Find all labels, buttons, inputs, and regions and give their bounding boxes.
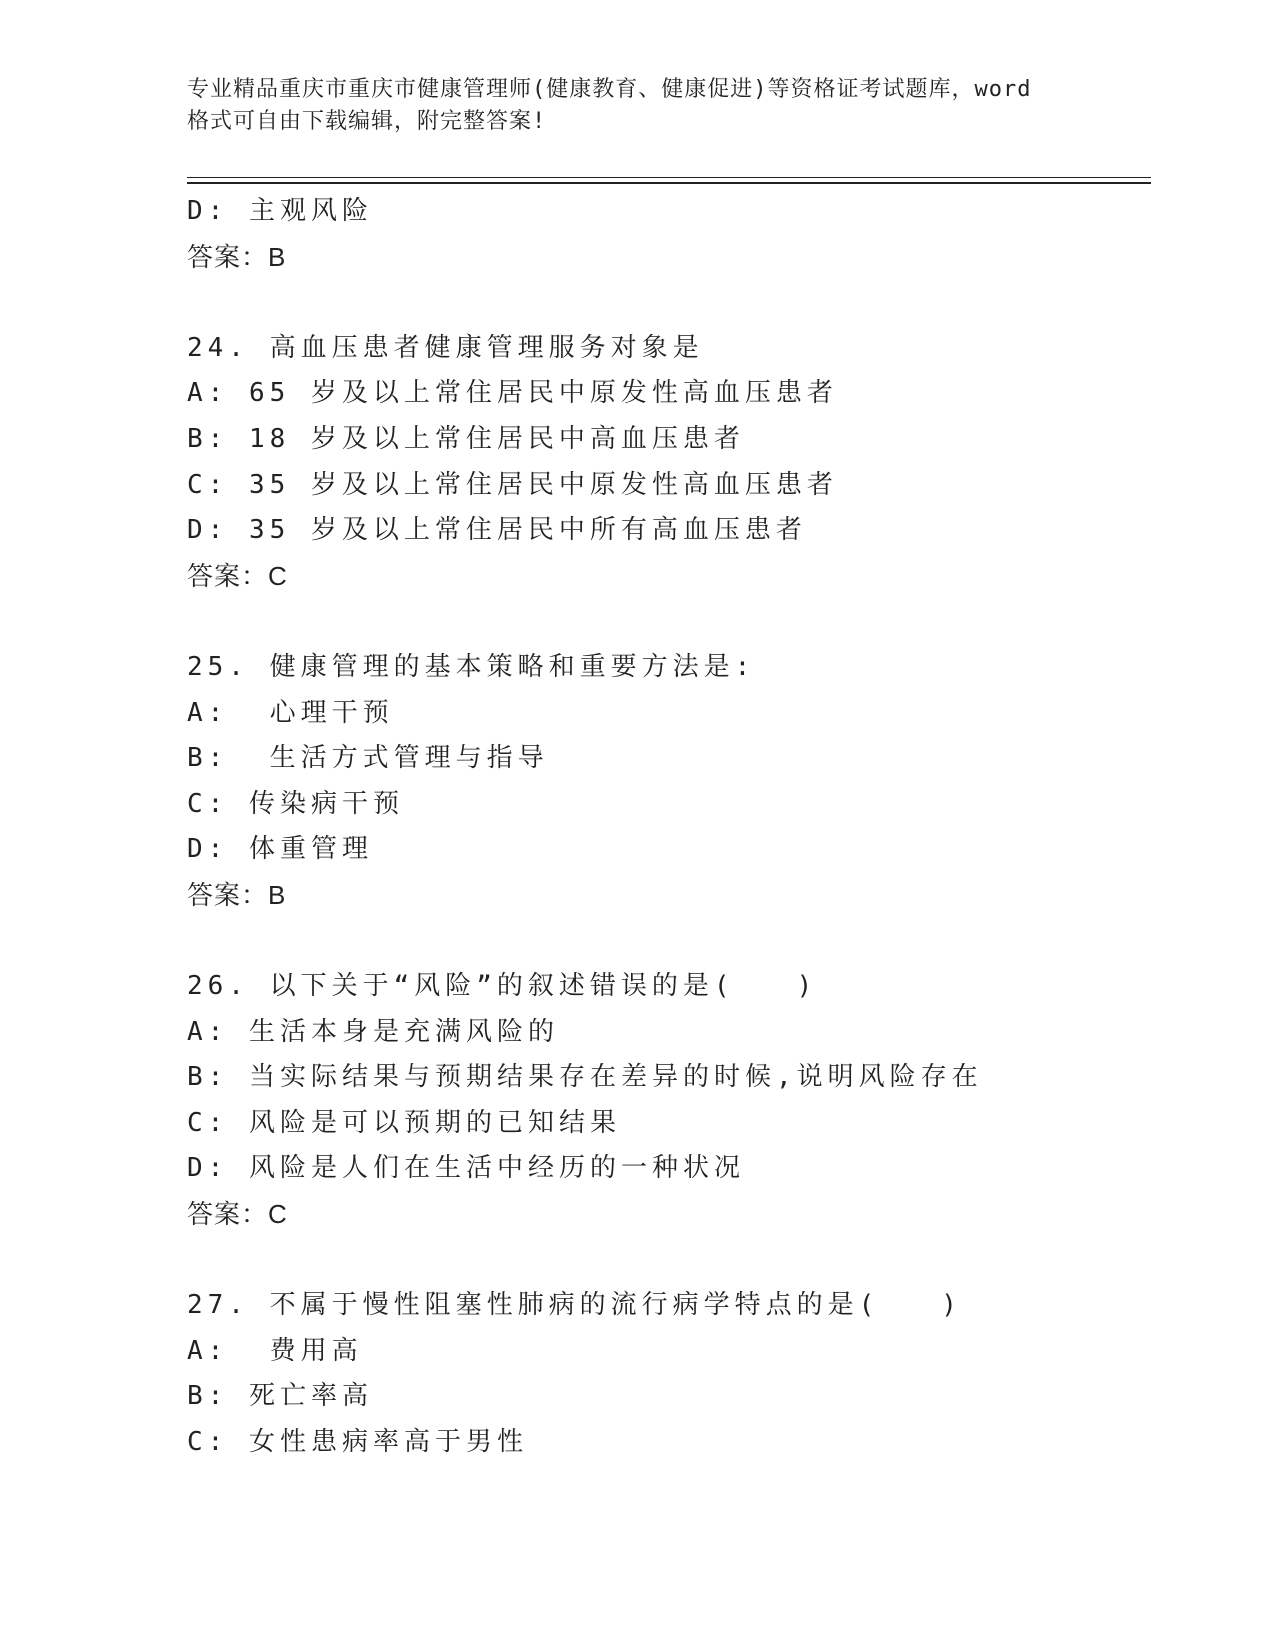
option-c: C: 女性患病率高于男性 bbox=[187, 1427, 528, 1458]
question-list bbox=[187, 189, 1147, 1466]
header-line-2: 格式可自由下载编辑，附完整答案! bbox=[187, 109, 547, 134]
spacer bbox=[187, 1238, 1147, 1284]
question-stem: 25. 健康管理的基本策略和重要方法是: bbox=[187, 651, 756, 682]
option-c: C: 风险是可以预期的已知结果 bbox=[187, 1107, 621, 1138]
question-stem: 27. 不属于慢性阻塞性肺病的流行病学特点的是( ) bbox=[187, 1290, 962, 1321]
answer: 答案：C bbox=[187, 560, 288, 591]
option-b: B: 死亡率高 bbox=[187, 1381, 373, 1412]
question-26 bbox=[187, 964, 1147, 1238]
option-c: C: 35 岁及以上常住居民中原发性高血压患者 bbox=[187, 469, 838, 500]
option-b: B: 18 岁及以上常住居民中高血压患者 bbox=[187, 423, 745, 454]
answer: 答案：B bbox=[187, 241, 287, 272]
option-d: D: 主观风险 bbox=[187, 196, 373, 226]
option-d: D: 风险是人们在生活中经历的一种状况 bbox=[187, 1153, 745, 1184]
spacer bbox=[187, 599, 1147, 645]
option-b: B: 当实际结果与预期结果存在差异的时候,说明风险存在 bbox=[187, 1062, 983, 1093]
header-rule-thick bbox=[187, 182, 1151, 184]
answer: 答案：C bbox=[187, 1199, 288, 1230]
option-d: D: 体重管理 bbox=[187, 834, 373, 865]
question-24 bbox=[187, 326, 1147, 600]
answer: 答案：B bbox=[187, 879, 287, 910]
option-c: C: 传染病干预 bbox=[187, 788, 404, 819]
option-d: D: 35 岁及以上常住居民中所有高血压患者 bbox=[187, 515, 807, 546]
document-header bbox=[187, 74, 1087, 138]
option-a: A: 65 岁及以上常住居民中原发性高血压患者 bbox=[187, 378, 838, 409]
option-a: A: 费用高 bbox=[187, 1335, 363, 1366]
question-25 bbox=[187, 645, 1147, 919]
question-stem: 26. 以下关于“风险”的叙述错误的是( ) bbox=[187, 971, 818, 1002]
spacer bbox=[187, 280, 1147, 326]
spacer bbox=[187, 919, 1147, 965]
option-a: A: 心理干预 bbox=[187, 697, 394, 728]
option-b: B: 生活方式管理与指导 bbox=[187, 743, 549, 774]
option-a: A: 生活本身是充满风险的 bbox=[187, 1016, 559, 1047]
question-stem: 24. 高血压患者健康管理服务对象是 bbox=[187, 332, 704, 363]
header-rule-thin bbox=[187, 177, 1151, 178]
header-line-1: 专业精品重庆市重庆市健康管理师(健康教育、健康促进)等资格证考试题库，word bbox=[187, 77, 1032, 102]
question-27 bbox=[187, 1283, 1147, 1465]
